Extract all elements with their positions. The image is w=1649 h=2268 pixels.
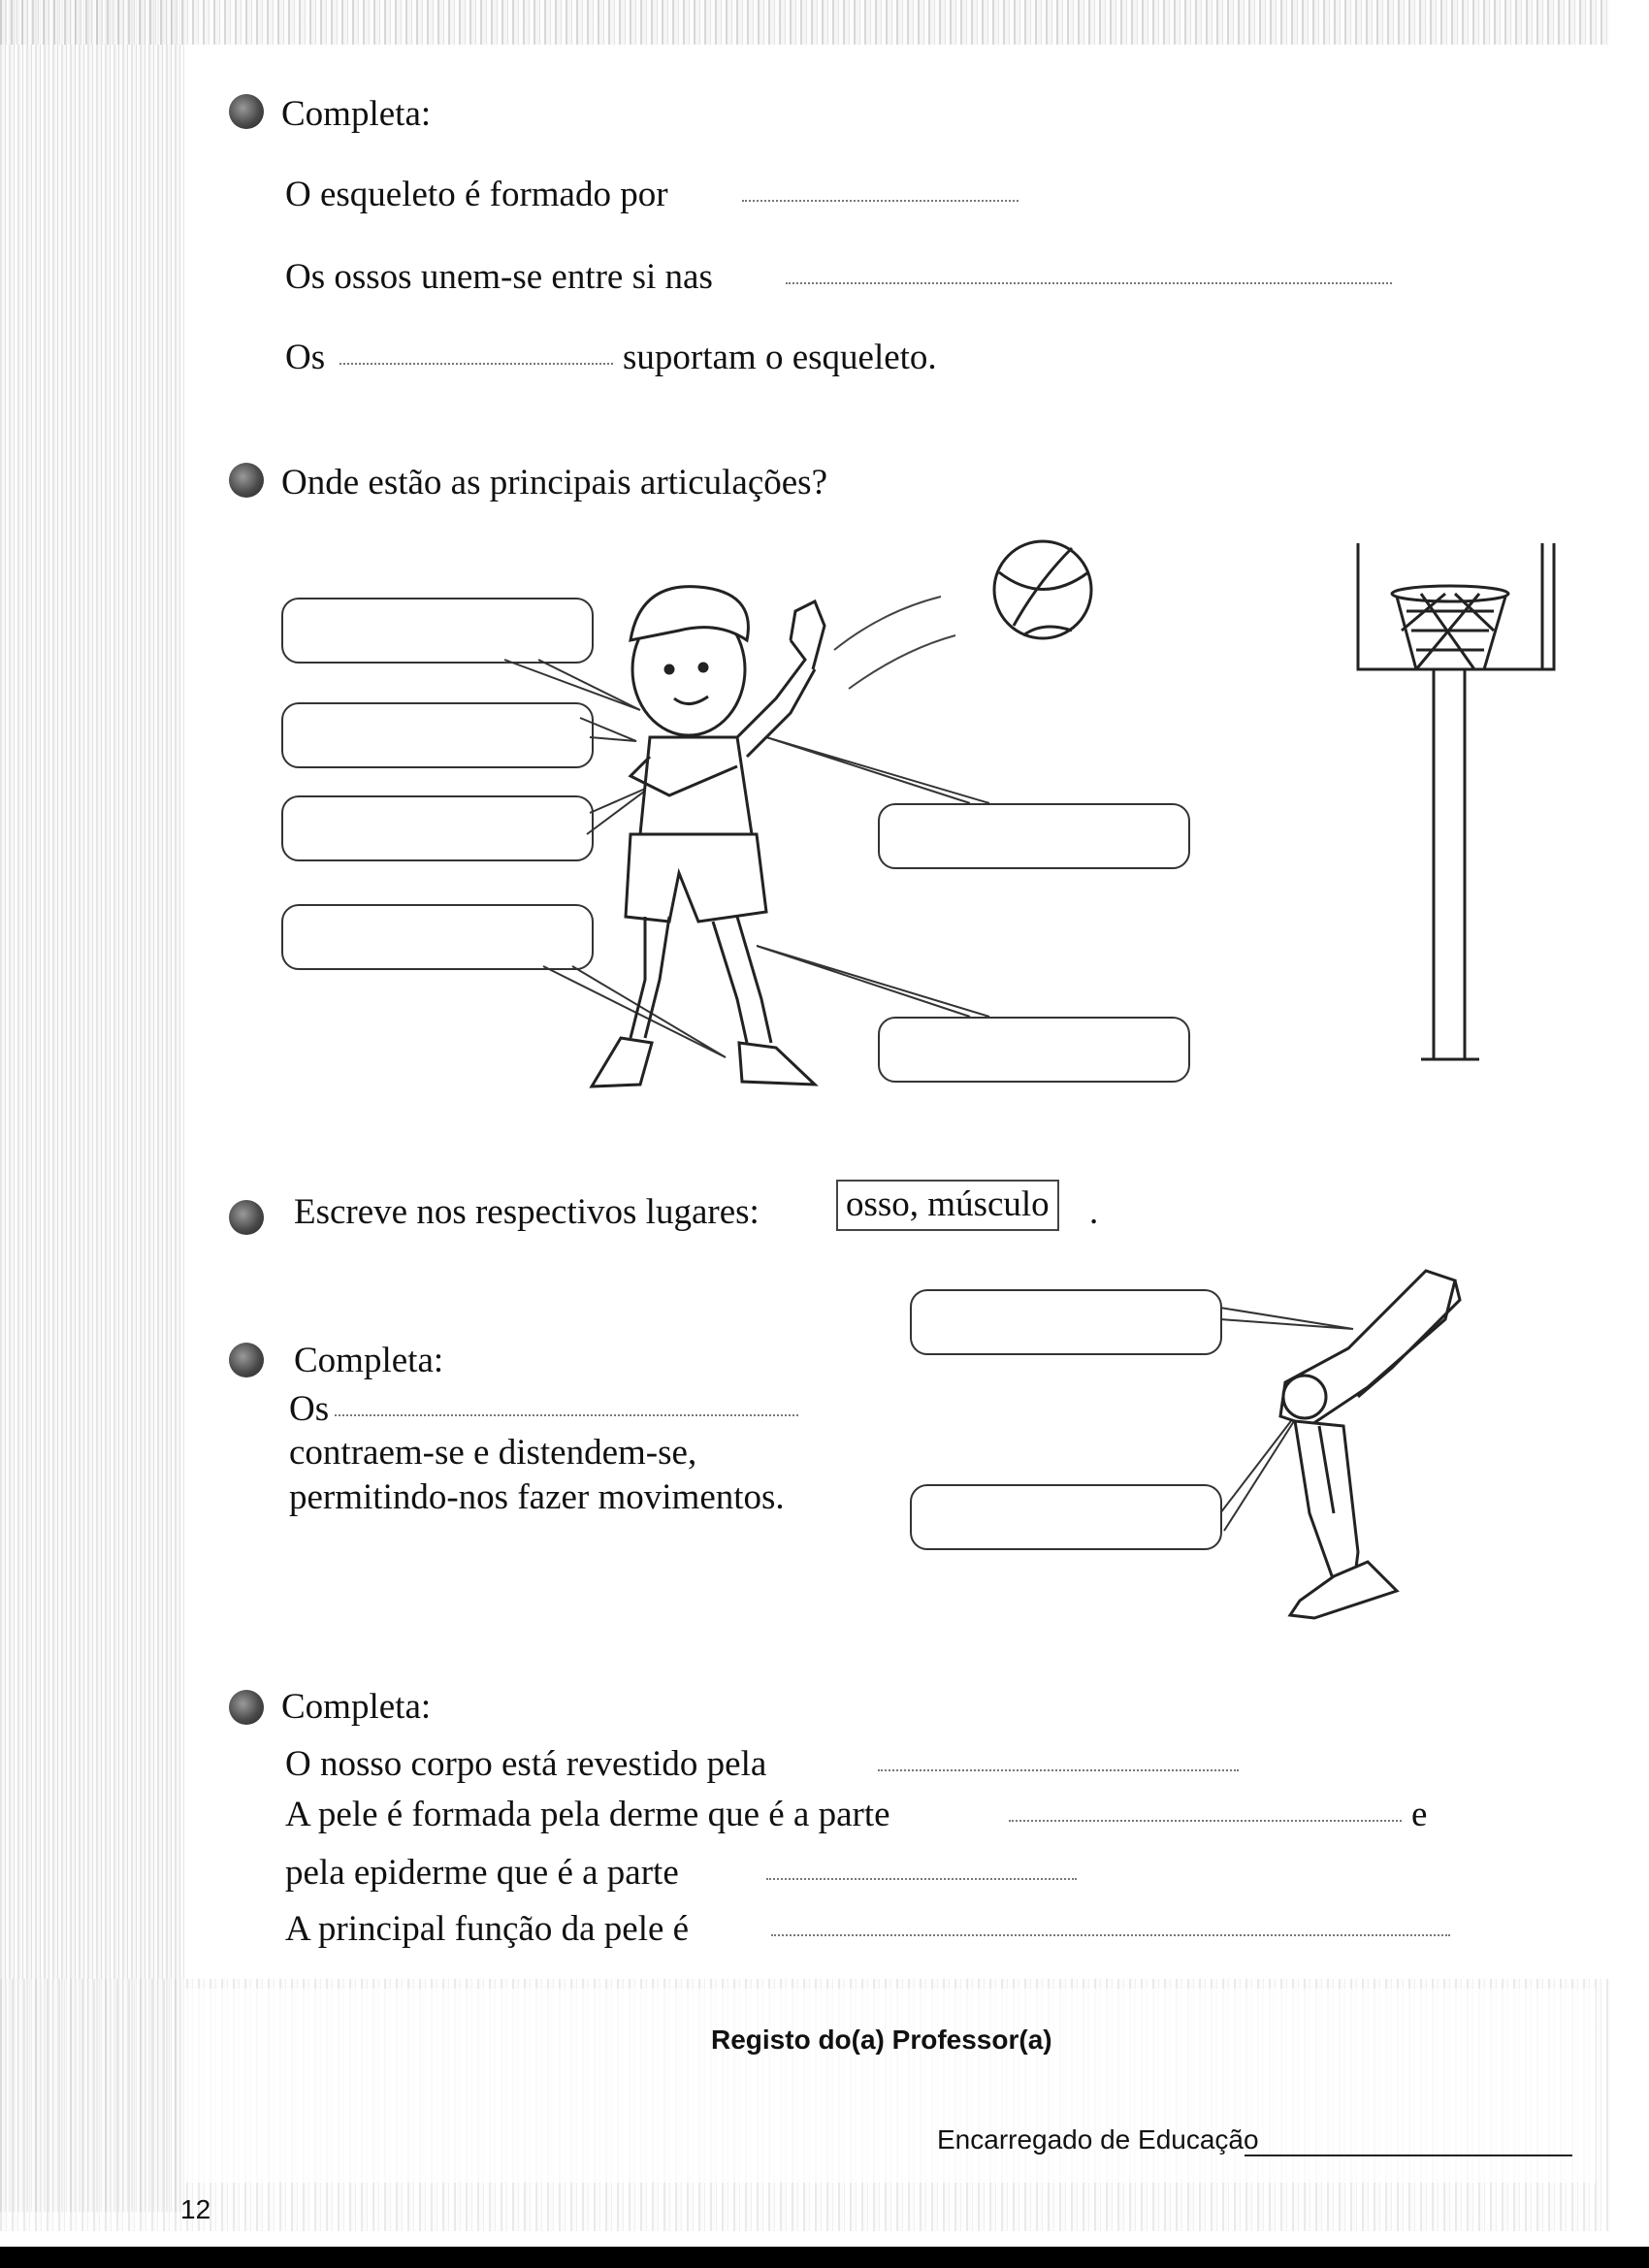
q9-blank1[interactable] [878,1769,1239,1771]
question-bullet-icon [229,1343,264,1377]
q6-title: Onde estão as principais articulações? [281,463,827,502]
leg-anatomy-figure [1280,1271,1460,1618]
q7-end-punct: . [1089,1192,1099,1232]
leg-answer-box-top[interactable] [910,1289,1222,1355]
q9-line2-start: A pele é formada pela derme que é a parte [285,1795,890,1834]
q5-line1: O esqueleto é formado por [285,175,668,214]
q9-title: Completa: [281,1687,432,1727]
q8-blank[interactable] [335,1414,798,1416]
boy-figure [592,587,824,1086]
q9-line1: O nosso corpo está revestido pela [285,1744,767,1784]
guardian-signature-line[interactable] [1245,2155,1572,2156]
guardian-label: Encarregado de Educação [937,2124,1259,2155]
word-bank-box: osso, músculo [836,1180,1059,1231]
q9-line3: pela epiderme que é a parte [285,1853,679,1893]
q9-line2-end: e [1411,1795,1428,1834]
q5-line3-start: Os [285,338,326,377]
q9-blank4[interactable] [771,1934,1450,1936]
question-bullet-icon [229,1690,264,1725]
leg-answer-box-bottom[interactable] [910,1484,1222,1550]
q5-line2: Os ossos unem-se entre si nas [285,257,713,297]
q8-line1: Os [289,1389,330,1429]
basketball-hoop-figure [1358,543,1554,1059]
page-number: 12 [180,2194,211,2224]
q5-line3-end: suportam o esqueleto. [623,338,937,377]
q8-line3: permitindo-nos fazer movimentos. [289,1477,785,1517]
basketball-figure [994,541,1091,638]
q9-blank2[interactable] [1009,1820,1402,1822]
q7-instruction: Escreve nos respectivos lugares: [294,1192,760,1232]
q9-line4: A principal função da pele é [285,1909,690,1949]
q5-title: Completa: [281,94,432,134]
question-bullet-icon [229,1200,264,1235]
q9-blank3[interactable] [766,1878,1077,1880]
register-title: Registo do(a) Professor(a) [711,2025,1052,2055]
scan-edge-bar [0,2247,1649,2268]
q8-line2: contraem-se e distendem-se, [289,1433,697,1473]
q8-title: Completa: [294,1341,444,1380]
